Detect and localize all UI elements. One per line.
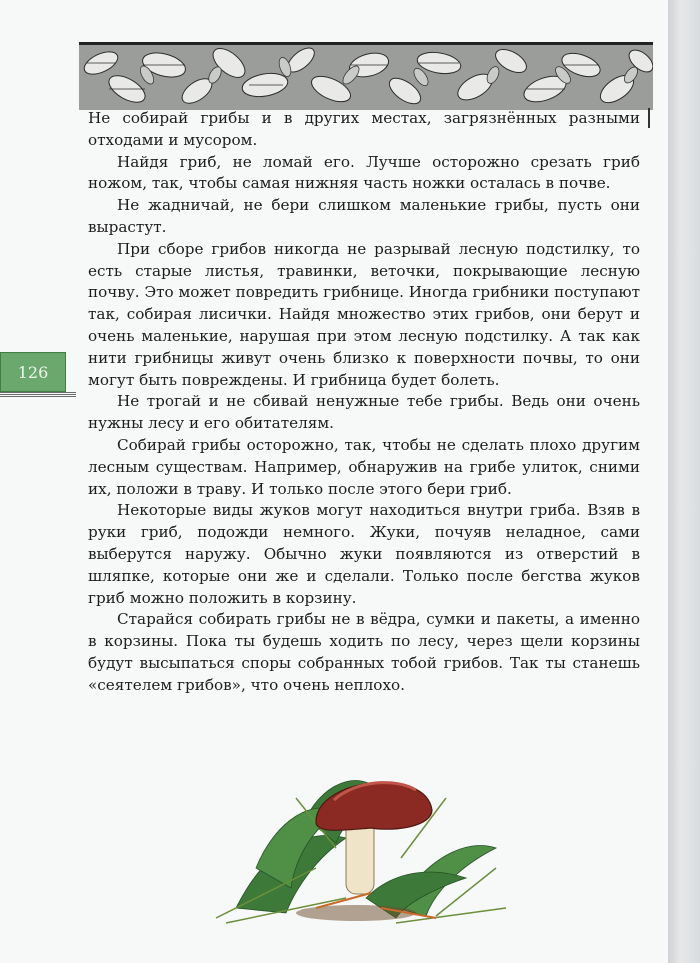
paragraph: Старайся собирать грибы не в вёдра, сумки и пакеты, а именно в корзины. Пока ты будешь ходить по лесу, через щели корзины будут высыпаться споры собранных тобой грибов. Так ты станешь «сеятелем грибов», что очень неплохо. — [88, 610, 640, 694]
paragraph: Не трогай и не сбивай ненужные тебе грибы. Ведь они очень нужны лесу и его обитателям. — [88, 392, 640, 433]
paragraph: Не жадничай, не бери слишком маленькие грибы, пусть они вырастут. — [88, 196, 640, 236]
banner-rule — [648, 108, 650, 128]
page-number-tab — [0, 352, 76, 394]
leaf-litter-banner-illustration — [79, 42, 653, 110]
paragraph: Не собирай грибы и в других местах, загрязнённых разными отходами и мусором. — [88, 109, 640, 149]
mushroom-illustration — [196, 758, 512, 928]
tab-stripes — [0, 392, 76, 398]
page-number: 126 — [0, 352, 66, 392]
paragraph: Некоторые виды жуков могут находиться внутри гриба. Взяв в руки гриб, подожди немного. Жуки, почуяв неладное, сами выберутся наружу. Обычно жуки появляются из отверстий в шляпке, которые они же и сделали. Только после бегства жуков гриб можно положить в корзину. — [88, 501, 640, 607]
main-text — [88, 108, 640, 697]
mushroom-icon — [196, 758, 512, 928]
leaf-pattern-icon — [79, 45, 653, 110]
paragraph: Найдя гриб, не ломай его. Лучше осторожно срезать гриб ножом, так, чтобы самая нижняя часть ножки осталась в почве. — [88, 152, 640, 193]
paragraph: Собирай грибы осторожно, так, чтобы не сделать плохо другим лесным существам. Например, обнаружив на грибе улиток, сними их, положи в траву. И только после этого бери гриб. — [88, 435, 640, 498]
page-edge — [668, 0, 700, 963]
paragraph: При сборе грибов никогда не разрывай лесную подстилку, то есть старые листья, травинки, веточки, покрывающие лесную почву. Это может повредить грибнице. Иногда грибники поступают так, собирая лисички. Найдя множество этих грибов, они берут и очень маленькие, нарушая при этом лесную подстилку. А так как нити грибницы живут очень близко к поверхности почвы, то они могут быть повреждены. И грибница будет болеть. — [88, 239, 640, 389]
